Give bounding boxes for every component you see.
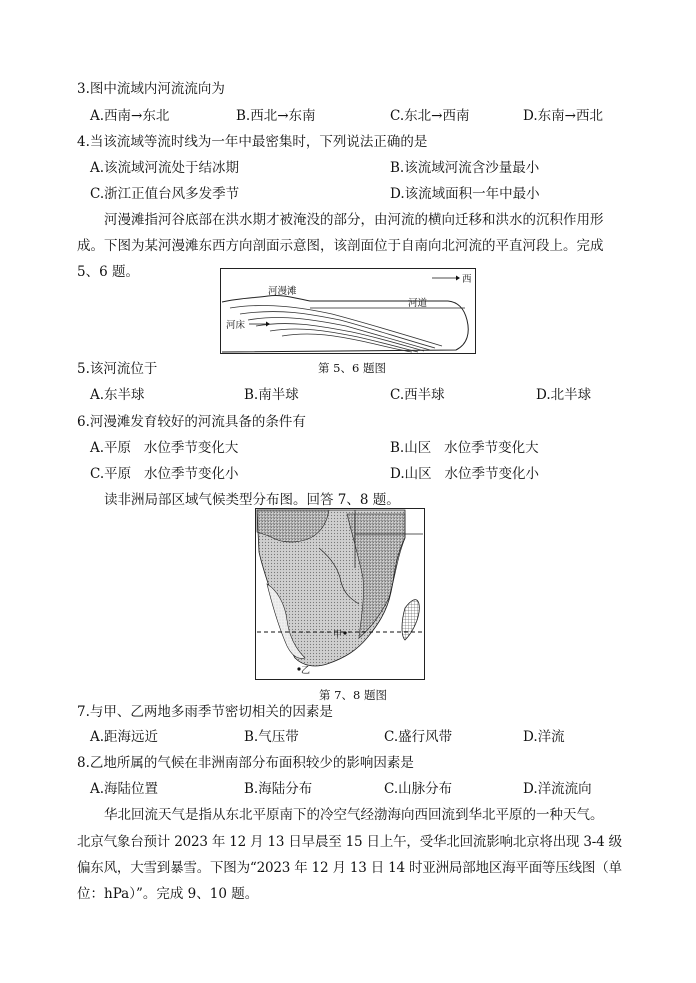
q8-option-a: A.海陆位置 <box>90 781 159 797</box>
q6-option-b: B.山区 水位季节变化大 <box>390 440 539 456</box>
floodplain-label: 河漫滩 <box>268 286 297 297</box>
q6-option-c: C.平原 水位季节变化小 <box>90 466 239 482</box>
q8-option-c: C.山脉分布 <box>384 781 453 797</box>
q5-option-a: A.东半球 <box>90 387 145 403</box>
channel-label: 河道 <box>408 298 428 309</box>
q7-option-d: D.洋流 <box>523 729 565 745</box>
q4-option-d: D.该流域面积一年中最小 <box>390 186 540 202</box>
q3-option-d: D.东南→西北 <box>523 108 603 124</box>
q8-option-d: D.洋流流向 <box>523 781 592 797</box>
q7-option-b: B.气压带 <box>244 729 299 745</box>
q4-option-b: B.该流域河流含沙量最小 <box>390 160 540 176</box>
intro910-line2: 北京气象台预计 2023 年 12 月 13 日早晨至 15 日上午，受华北回流影响北京将出现 3-4 级 <box>77 834 622 850</box>
q4-option-c: C.浙江正值台风多发季节 <box>90 186 240 202</box>
q5-stem: 5.该河流位于 <box>77 361 158 377</box>
q3-option-b: B.西北→东南 <box>236 108 316 124</box>
intro910-line4: 位：hPa）”。完成 9、10 题。 <box>77 886 259 902</box>
riverbed-label: 河床 <box>226 320 246 331</box>
q3-option-a: A.西南→东北 <box>90 108 170 124</box>
q8-stem: 8.乙地所属的气候在非洲南部分布面积较少的影响因素是 <box>77 755 414 771</box>
fig56-caption: 第 5、6 题图 <box>318 361 386 375</box>
q4-stem: 4.当该流域等流时线为一年中最密集时，下列说法正确的是 <box>77 134 428 150</box>
q6-option-d: D.山区 水位季节变化小 <box>390 466 540 482</box>
q5-option-d: D.北半球 <box>536 387 592 403</box>
intro56-line1: 河漫滩指河谷底部在洪水期才被淹没的部分，由河流的横向迁移和洪水的沉积作用形 <box>104 212 604 228</box>
africa-climate-map-figure <box>255 508 425 680</box>
intro78-text: 读非洲局部区域气候类型分布图。回答 7、8 题。 <box>104 492 400 508</box>
q5-option-c: C.西半球 <box>390 387 445 403</box>
q5-option-b: B.南半球 <box>244 387 299 403</box>
floodplain-cross-section-figure <box>220 268 476 354</box>
q6-option-a: A.平原 水位季节变化大 <box>90 440 239 456</box>
point-yi-label: 乙 <box>301 666 311 676</box>
q4-option-a: A.该流域河流处于结冰期 <box>90 160 240 176</box>
intro910-line1: 华北回流天气是指从东北平原南下的冷空气经渤海向西回流到华北平原的一种天气。 <box>104 807 604 823</box>
intro56-line3: 5、6 题。 <box>77 264 139 280</box>
fig78-caption: 第 7、8 题图 <box>319 688 387 702</box>
q7-option-c: C.盛行风带 <box>384 729 453 745</box>
intro910-line3: 偏东风，大雪到暴雪。下图为“2023 年 12 月 13 日 14 时亚洲局部地区海平面等压线图（单 <box>77 860 622 876</box>
intro56-line2: 成。下图为某河漫滩东西方向剖面示意图，该剖面位于自南向北河流的平直河段上。完成 <box>77 238 604 254</box>
q7-option-a: A.距海远近 <box>90 729 159 745</box>
q3-stem: 3.图中流域内河流流向为 <box>77 81 225 97</box>
point-jia-label: 甲 <box>333 630 343 640</box>
q3-option-c: C.东北→西南 <box>390 108 470 124</box>
q6-stem: 6.河漫滩发育较好的河流具备的条件有 <box>77 414 306 430</box>
west-direction-label: 西 <box>462 274 472 285</box>
q8-option-b: B.海陆分布 <box>244 781 313 797</box>
q7-stem: 7.与甲、乙两地多雨季节密切相关的因素是 <box>77 704 333 720</box>
